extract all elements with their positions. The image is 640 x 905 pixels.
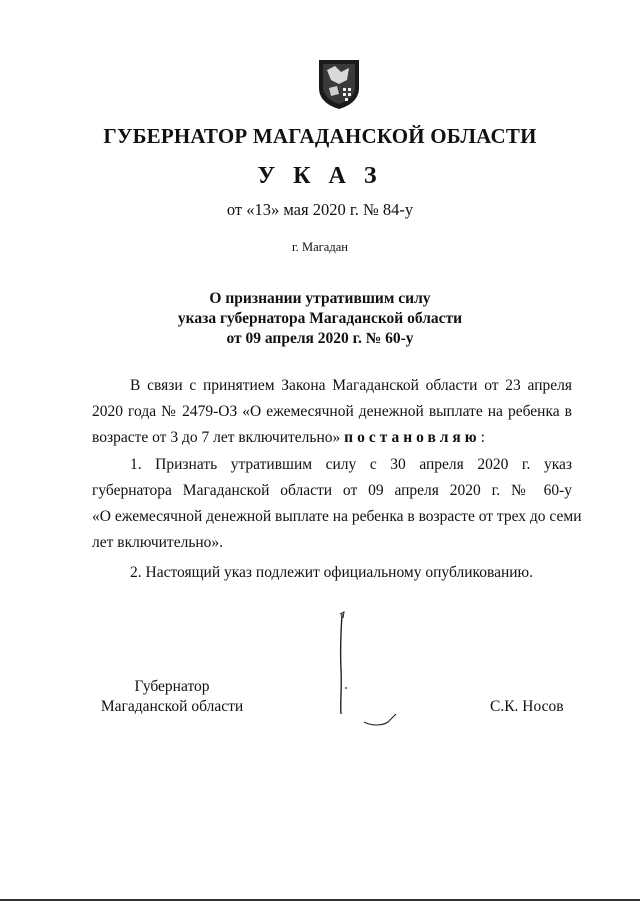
item-1-paragraph — [92, 452, 582, 556]
paragraph-text: возрасте от 3 до 7 лет включительно» — [92, 429, 341, 446]
paragraph-line: губернатора Магаданской области от 09 апреля 2020 г. № 60-у — [92, 482, 572, 499]
paragraph-line: 1. Признать утратившим силу с 30 апреля 2020 г. указ — [130, 456, 572, 473]
paragraph-line: В связи с принятием Закона Магаданской области от 23 апреля — [130, 377, 572, 394]
title-line: указа губернатора Магаданской области — [177, 310, 463, 327]
position-line: Губернатор — [134, 678, 210, 695]
paragraph-punctuation: : — [480, 429, 485, 446]
paragraph-line: 2. Настоящий указ подлежит официальному опубликованию. — [130, 564, 534, 581]
paragraph-line: «О ежемесячной денежной выплате на ребенка в возрасте от трех до семи — [92, 508, 582, 525]
issuing-authority: ГУБЕРНАТОР МАГАДАНСКОЙ ОБЛАСТИ — [103, 124, 537, 148]
page-bottom-edge — [0, 899, 640, 901]
document-type: У К А З — [257, 163, 383, 189]
handwritten-signature — [328, 610, 408, 740]
item-2-paragraph — [92, 560, 572, 586]
place-of-issue: г. Магадан — [292, 240, 348, 254]
title-line: О признании утратившим силу — [209, 290, 431, 307]
document-title — [0, 289, 640, 349]
paragraph-line: лет включительно». — [92, 534, 224, 551]
date-and-number: от «13» мая 2020 г. № 84-у — [226, 200, 414, 219]
title-line: от 09 апреля 2020 г. № 60-у — [226, 330, 414, 347]
decree-keyword: постановляю — [344, 429, 481, 446]
preamble-paragraph — [92, 373, 572, 451]
signer-name: С.К. Носов — [490, 698, 564, 715]
paragraph-line: 2020 года № 2479-ОЗ «О ежемесячной денежной выплате на ребенка в — [92, 403, 572, 420]
coat-of-arms-icon — [317, 58, 361, 110]
paragraph-line — [92, 425, 572, 451]
signer-position — [92, 677, 252, 717]
position-line: Магаданской области — [100, 698, 244, 715]
